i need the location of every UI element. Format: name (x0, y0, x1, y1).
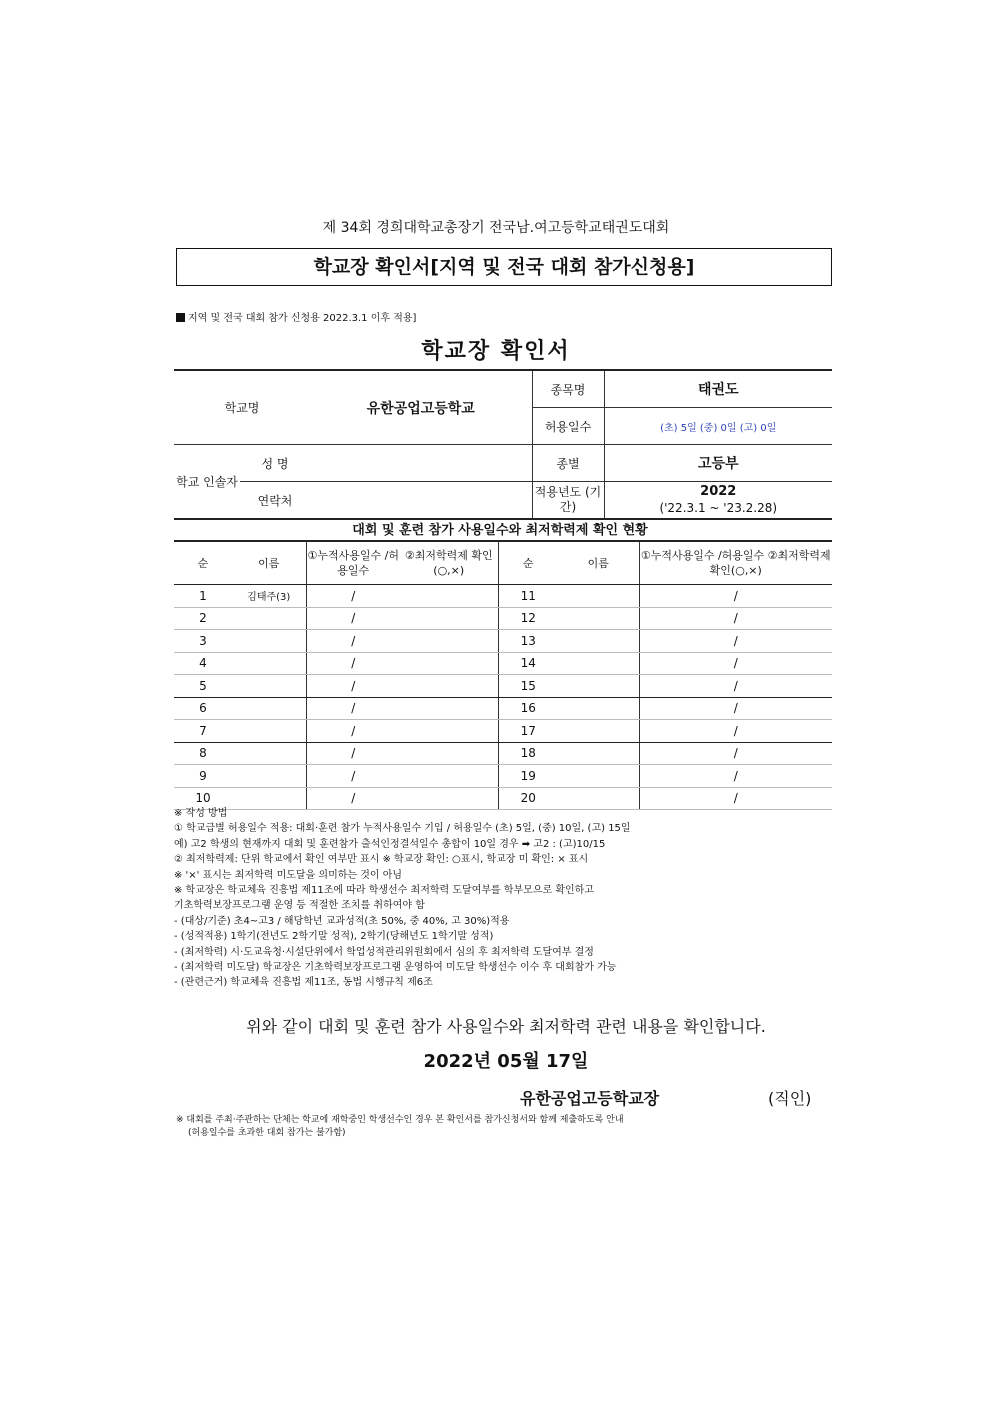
roster-check (400, 697, 498, 720)
roster-student-name (558, 630, 639, 653)
roster-student-name (558, 765, 639, 788)
roster-check (400, 675, 498, 698)
table-row (174, 585, 832, 608)
page-heading: 학교장 확인서 (421, 339, 571, 364)
roster-student-name (232, 742, 306, 765)
roster-days: / (306, 742, 400, 765)
roster-body (174, 585, 832, 810)
roster-student-name (558, 675, 639, 698)
signature-date: 2022년 05월 17일 (423, 1051, 589, 1072)
roster-no: 4 (174, 652, 232, 675)
roster-table (174, 540, 832, 810)
allowed-days-label: 허용일수 (532, 408, 604, 445)
roster-student-name (232, 697, 306, 720)
roster-days: / (639, 607, 832, 630)
roster-days: / (639, 675, 832, 698)
header-no-left: 순 (174, 541, 232, 585)
roster-days: / (639, 585, 832, 608)
header-check-right: ②최저학력제 확인(○,×) (709, 549, 831, 577)
roster-student-name (232, 675, 306, 698)
leader-name-value (310, 445, 532, 482)
roster-days: / (639, 765, 832, 788)
roster-no: 20 (498, 787, 558, 810)
note-line: - (관련근거) 학교체육 진흥법 제11조, 동법 시행규칙 제6조 (174, 977, 433, 989)
header-name-right: 이름 (558, 541, 639, 585)
note-line: ① 학교급별 허용일수 적용: 대회·훈련 참가 누적사용일수 기입 / 허용일수 (초) 5일, (중) 10일, (고) 15일 (174, 823, 631, 835)
roster-days: / (306, 697, 400, 720)
roster-no: 1 (174, 585, 232, 608)
roster-days: / (639, 720, 832, 743)
note-line: ※ 작성 방법 (174, 808, 228, 819)
note-line: 기초학력보장프로그램 운영 등 적절한 조치를 취하여야 함 (174, 900, 425, 912)
note-line: - (대상/기준) 초4~고3 / 해당학년 교과성적(초 50%, 중 40%, 고 30%)적용 (174, 915, 510, 927)
roster-no: 12 (498, 607, 558, 630)
roster-student-name (232, 720, 306, 743)
roster-student-name (232, 765, 306, 788)
header-days-check-right (639, 541, 832, 585)
roster-student-name (558, 585, 639, 608)
roster-no: 6 (174, 697, 232, 720)
allowed-days-value: (초) 5일 (중) 0일 (고) 0일 (604, 408, 832, 445)
application-notice (176, 309, 416, 324)
note-line: 예) 고2 학생의 현재까지 대회 및 훈련참가 출석인정결석일수 총합이 10일 경우 ➡ 고2 : (고)10/15 (174, 838, 606, 850)
table-row (174, 675, 832, 698)
note-line: - (최저학력) 시·도교육청·시설단위에서 학업성적관리위원회에서 심의 후 최저학력 도달여부 결정 (174, 946, 594, 958)
header-no-right: 순 (498, 541, 558, 585)
year-cell (604, 482, 832, 520)
roster-student-name (558, 720, 639, 743)
table-row (174, 720, 832, 743)
roster-student-name (232, 630, 306, 653)
roster-check (400, 585, 498, 608)
table-row (174, 742, 832, 765)
table-row (174, 652, 832, 675)
school-info-table (174, 369, 832, 520)
roster-check (400, 720, 498, 743)
roster-student-name (232, 607, 306, 630)
writing-notes (174, 806, 834, 991)
footnote-line-2: (허용일수를 초과한 대회 참가는 불가함) (188, 1128, 346, 1138)
roster-check (400, 652, 498, 675)
table-row (174, 607, 832, 630)
footnote (176, 1114, 624, 1140)
roster-student-name (558, 697, 639, 720)
note-line: ② 최저학력제: 단위 학교에서 확인 여부만 표시 ※ 학교장 확인: ○표시, 학교장 미 확인: × 표시 (174, 854, 589, 866)
class-label: 종별 (532, 445, 604, 482)
roster-check (400, 607, 498, 630)
roster-student-name (558, 742, 639, 765)
roster-days: / (639, 630, 832, 653)
roster-days: / (639, 697, 832, 720)
roster-no: 19 (498, 765, 558, 788)
event-value: 태권도 (604, 370, 832, 408)
roster-no: 9 (174, 765, 232, 788)
notice-text: 지역 및 전국 대회 참가 신청용 2022.3.1 이후 적용] (188, 313, 417, 324)
square-bullet-icon (176, 313, 185, 322)
header-name-left: 이름 (232, 541, 306, 585)
confirmation-statement: 위와 같이 대회 및 훈련 참가 사용일수와 최저학력 관련 내용을 확인합니다. (246, 1017, 766, 1036)
header-check-left: ②최저학력제 확인(○,×) (400, 541, 498, 585)
roster-days: / (639, 787, 832, 810)
event-label: 종목명 (532, 370, 604, 408)
roster-no: 11 (498, 585, 558, 608)
table-row (174, 765, 832, 788)
roster-no: 13 (498, 630, 558, 653)
roster-no: 17 (498, 720, 558, 743)
roster-no: 3 (174, 630, 232, 653)
note-line: - (성적적용) 1학기(전년도 2학기말 성적), 2학기(당해년도 1학기말 성적) (174, 931, 494, 943)
official-seal-label: (직인) (768, 1089, 812, 1108)
note-line: ※ '×' 표시는 최저학력 미도달을 의미하는 것이 아님 (174, 869, 403, 881)
roster-days: / (306, 675, 400, 698)
leader-contact-value (310, 482, 532, 520)
roster-days: / (306, 607, 400, 630)
school-label: 학교명 (174, 370, 310, 445)
roster-no: 15 (498, 675, 558, 698)
header-days-left: ①누적사용일수 /허용일수 (306, 541, 400, 585)
roster-days: / (306, 652, 400, 675)
roster-check (400, 765, 498, 788)
event-title: 제 34회 경희대학교총장기 전국남.여고등학교태권도대회 (322, 220, 670, 236)
roster-days: / (639, 742, 832, 765)
roster-student-name (558, 652, 639, 675)
year-value: 2022 (700, 484, 737, 499)
leader-label: 학교 인솔자 (174, 445, 240, 520)
roster-student-name (558, 607, 639, 630)
roster-no: 10 (174, 787, 232, 810)
roster-no: 16 (498, 697, 558, 720)
roster-no: 5 (174, 675, 232, 698)
leader-contact-label: 연락처 (240, 482, 310, 520)
table-row (174, 697, 832, 720)
roster-student-name: 김태주(3) (232, 585, 306, 608)
period-value: ('22.3.1 ~ '23.2.28) (659, 501, 778, 515)
roster-title: 대회 및 훈련 참가 사용일수와 최저학력제 확인 현황 (352, 523, 648, 538)
header-days-right: ①누적사용일수 /허용일수 (640, 549, 765, 562)
roster-no: 14 (498, 652, 558, 675)
school-name: 유한공업고등학교 (310, 370, 532, 445)
roster-no: 18 (498, 742, 558, 765)
roster-student-name (232, 652, 306, 675)
roster-days: / (306, 630, 400, 653)
roster-no: 8 (174, 742, 232, 765)
roster-check (400, 630, 498, 653)
footnote-line-1: ※ 대회를 주최·주관하는 단체는 학교에 재학중인 학생선수인 경우 본 확인서를 참가신청서와 함께 제출하도록 안내 (176, 1115, 624, 1125)
roster-days: / (306, 787, 400, 810)
roster-days: / (639, 652, 832, 675)
note-line: ※ 학교장은 학교체육 진흥법 제11조에 따라 학생선수 최저학력 도달여부를 학부모으로 확인하고 (174, 885, 594, 897)
roster-days: / (306, 720, 400, 743)
table-row (174, 630, 832, 653)
roster-check (400, 742, 498, 765)
roster-no: 7 (174, 720, 232, 743)
roster-no: 2 (174, 607, 232, 630)
roster-days: / (306, 585, 400, 608)
year-label: 적용년도 (기간) (532, 482, 604, 520)
note-line: - (최저학력 미도달) 학교장은 기초학력보장프로그램 운영하여 미도달 학생선수 이수 후 대회참가 가능 (174, 962, 617, 974)
leader-name-label: 성 명 (240, 445, 310, 482)
class-value: 고등부 (604, 445, 832, 482)
roster-days: / (306, 765, 400, 788)
principal-name: 유한공업고등학교장 (520, 1089, 660, 1108)
document-title: 학교장 확인서[지역 및 전국 대회 참가신청용] (176, 248, 832, 286)
